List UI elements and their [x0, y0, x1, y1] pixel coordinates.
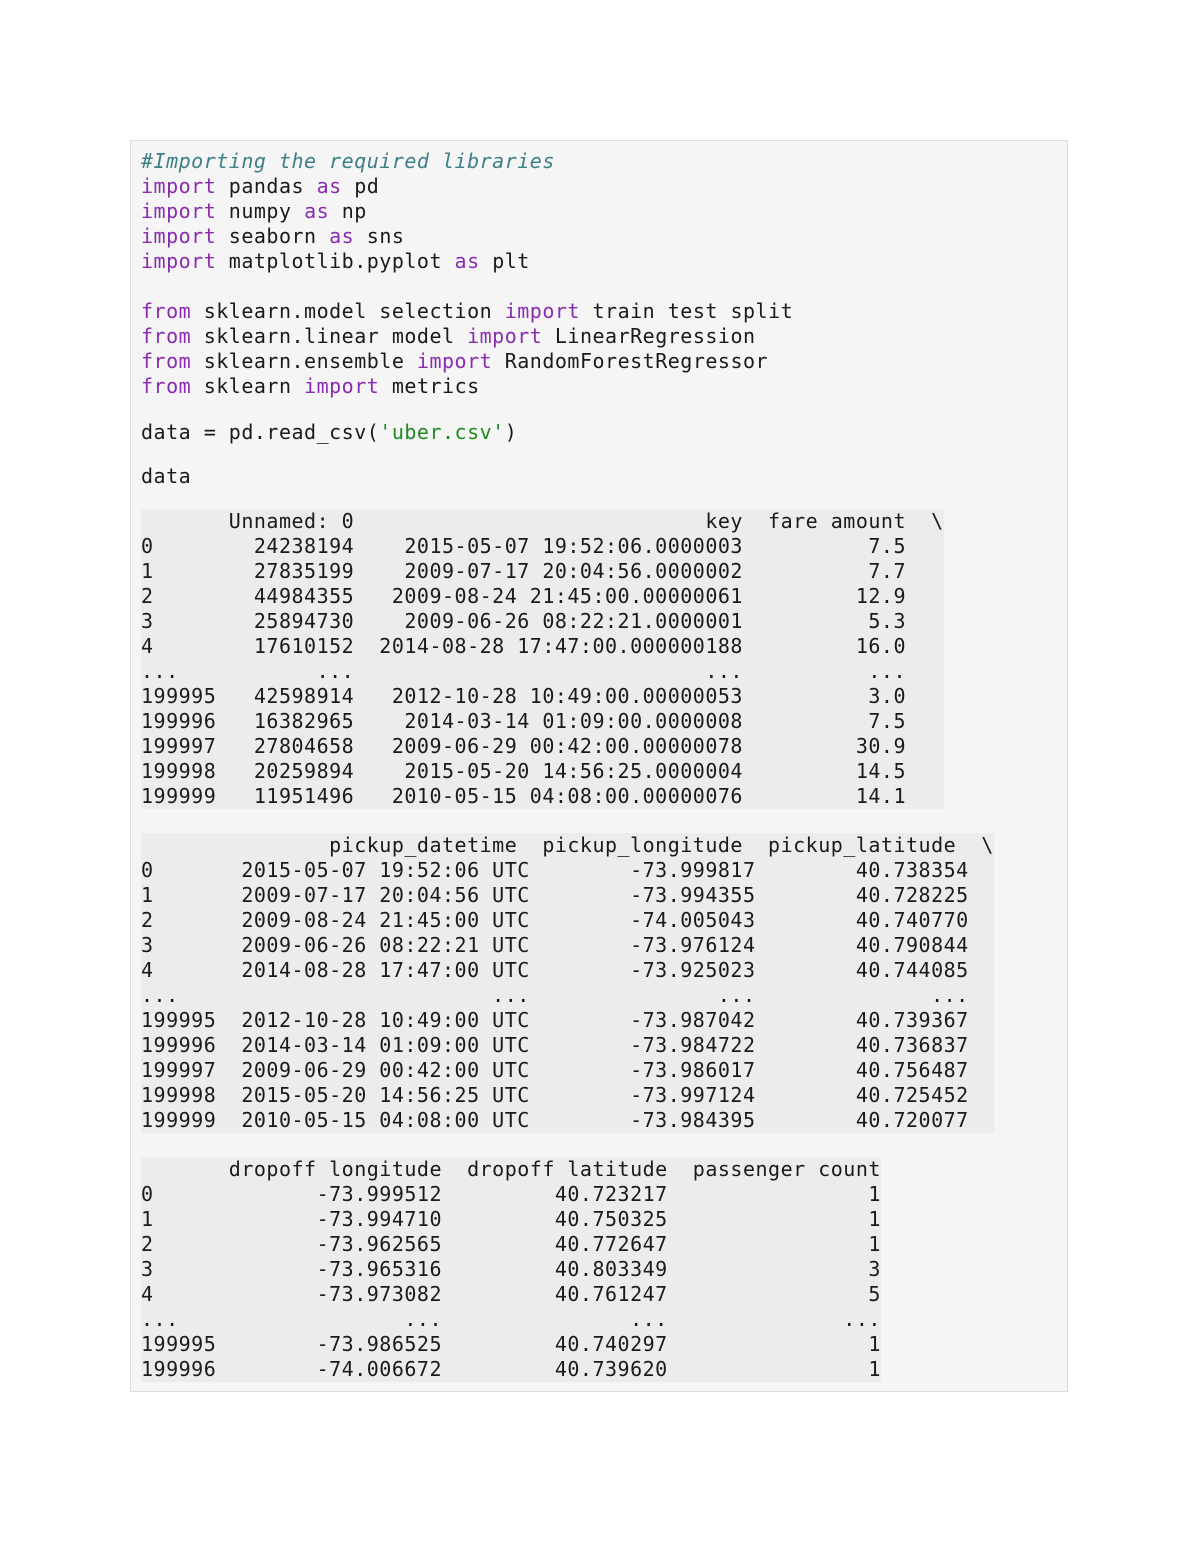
- keyword-import: import: [416, 349, 493, 373]
- keyword-from: from: [141, 299, 192, 323]
- module-alias: np: [341, 199, 367, 223]
- module-name: sklearn.ensemble: [203, 349, 405, 373]
- module-name: numpy: [228, 199, 292, 223]
- keyword-import: import: [304, 374, 380, 398]
- code-comment: #Importing the required libraries: [141, 149, 555, 173]
- read-suffix: ): [504, 420, 518, 444]
- module-alias: plt: [492, 249, 530, 273]
- keyword-import: import: [467, 324, 543, 348]
- output-table-1: Unnamed: 0 key fare amount \ 0 24238194 2015-05-07 19:52:06.0000003 7.5 1 27835199 2009-07-17 20:04:56.0000002 7.7 2 44984355 2009-08-24 21:45:00.00000061 12.9 3 25894730 2009-06-26 08:22:21.0000001 5.3 4 17610152 2014-08-28 17:47:00.000000188 16.0 ... ... ... ... 199995 42598914 2012-10-28 10:49:00.00000053 3.0 199996 16382965 2014-03-14 01:09:00.0000008 7.5 199997 27804658 2009-06-29 00:42:00.00000078 30.9 199998 20259894 2015-05-20 14:56:25.0000004 14.5 199999 11951496 2010-05-15 04:08:00.00000076 14.1: [141, 509, 944, 808]
- import-name: LinearRegression: [554, 324, 756, 348]
- keyword-import: import: [141, 224, 217, 248]
- keyword-as: as: [454, 249, 480, 273]
- module-alias: pd: [354, 174, 380, 198]
- code-data: data: [141, 464, 192, 488]
- output-table-2: pickup_datetime pickup_longitude pickup_latitude \ 0 2015-05-07 19:52:06 UTC -73.999817 40.738354 1 2009-07-17 20:04:56 UTC -73.994355 40.728225 2 2009-08-24 21:45:00 UTC -74.005043 40.740770 3 2009-06-26 08:22:21 UTC -73.976124 40.790844 4 2014-08-28 17:47:00 UTC -73.925023 40.744085 ... ... ... ... 199995 2012-10-28 10:49:00 UTC -73.987042 40.739367 199996 2014-03-14 01:09:00 UTC -73.984722 40.736837 199997 2009-06-29 00:42:00 UTC -73.986017 40.756487 199998 2015-05-20 14:56:25 UTC -73.997124 40.725452 199999 2010-05-15 04:08:00 UTC -73.984395 40.720077: [141, 833, 994, 1132]
- notebook-cell: [130, 140, 1068, 1392]
- code-imports: [141, 149, 555, 274]
- code-from-imports: [141, 299, 793, 399]
- keyword-import: import: [504, 299, 580, 323]
- module-name: pandas: [228, 174, 305, 198]
- module-alias: sns: [366, 224, 405, 248]
- keyword-from: from: [141, 374, 192, 398]
- keyword-from: from: [141, 324, 192, 348]
- keyword-import: import: [141, 174, 217, 198]
- import-name: metrics: [391, 374, 480, 398]
- keyword-as: as: [316, 174, 342, 198]
- module-name: sklearn.model selection: [203, 299, 493, 323]
- code-read-csv: [141, 420, 517, 445]
- module-name: sklearn: [203, 374, 292, 398]
- output-table-3: dropoff longitude dropoff latitude passenger count 0 -73.999512 40.723217 1 1 -73.994710 40.750325 1 2 -73.962565 40.772647 1 3 -73.965316 40.803349 3 4 -73.973082 40.761247 5 ... ... ... ... 199995 -73.986525 40.740297 1 199996 -74.006672 40.739620 1: [141, 1157, 881, 1381]
- module-name: seaborn: [228, 224, 317, 248]
- keyword-import: import: [141, 199, 217, 223]
- import-name: RandomForestRegressor: [504, 349, 769, 373]
- keyword-as: as: [304, 199, 330, 223]
- keyword-import: import: [141, 249, 217, 273]
- module-name: matplotlib.pyplot: [228, 249, 442, 273]
- keyword-as: as: [329, 224, 355, 248]
- csv-filename-string: 'uber.csv': [379, 420, 505, 444]
- read-prefix: data = pd.read_csv(: [141, 420, 380, 444]
- keyword-from: from: [141, 349, 192, 373]
- module-name: sklearn.linear model: [203, 324, 455, 348]
- import-name: train test split: [592, 299, 794, 323]
